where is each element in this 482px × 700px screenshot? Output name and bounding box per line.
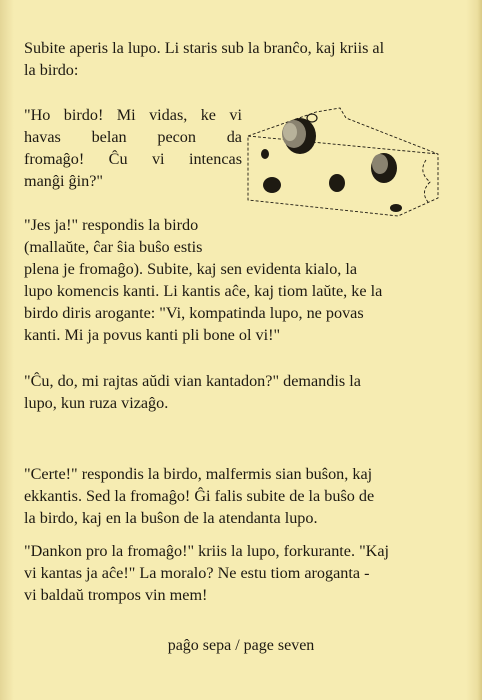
cheese-outline-icon	[248, 108, 438, 216]
cheese-hole-icon	[372, 154, 388, 174]
paragraph-3	[24, 214, 448, 346]
paragraph-4	[24, 370, 448, 414]
cheese-hole-icon	[282, 118, 316, 154]
text-line: lupo komencis kanti. Li kantis aĉe, kaj tiom laŭte, ke la	[24, 282, 383, 300]
text-line: manĝi ĝin?"	[24, 172, 103, 190]
text-line: "Dankon pro la fromaĝo!" kriis la lupo, forkurante. "Kaj	[24, 542, 390, 560]
paragraph-5	[24, 463, 448, 529]
text-line: ekkantis. Sed la fromaĝo! Ĝi falis subite de la buŝo de	[24, 487, 375, 505]
cheese-illustration	[242, 100, 448, 230]
text-line: la birdo, kaj en la buŝon de la atendanta lupo.	[24, 509, 318, 527]
text-line: lupo, kun ruza vizaĝo.	[24, 394, 169, 412]
paragraph-6	[24, 540, 448, 606]
text-line: "Jes ja!" respondis la birdo	[24, 216, 199, 234]
text-line: vi kantas ja aĉe!" La moralo? Ne estu tiom aroganta -	[24, 564, 370, 582]
cheese-hole-icon	[263, 177, 281, 193]
text-line: plena je fromaĝo). Subite, kaj sen evidenta kialo, la	[24, 260, 358, 278]
paragraph-1	[24, 37, 454, 81]
text-line: "Certe!" respondis la birdo, malfermis sian buŝon, kaj	[24, 465, 373, 483]
cheese-hole-icon	[307, 114, 317, 122]
page-left-edge	[0, 0, 14, 700]
text-line: Subite aperis la lupo. Li staris sub la branĉo, kaj kriis al	[24, 39, 385, 57]
text-line: (mallaŭte, ĉar ŝia buŝo estis	[24, 238, 203, 256]
text-line: vi baldaŭ trompos vin mem!	[24, 586, 208, 604]
cheese-hole-icon	[390, 204, 402, 212]
cheese-hole-icon	[329, 174, 345, 192]
text-line: fromaĝo! Ĉu vi intencas	[24, 150, 242, 168]
cheese-hole-icon	[261, 149, 269, 159]
page-number: paĝo sepa / page seven	[167, 637, 315, 654]
text-line: la birdo:	[24, 61, 79, 79]
text-line: "Ĉu, do, mi rajtas aŭdi vian kantadon?" demandis la	[24, 372, 361, 390]
text-line: kanti. Mi ja povus kanti pli bone ol vi!"	[24, 326, 281, 344]
text-line: havas belan pecon da	[24, 128, 242, 146]
page-right-edge	[466, 0, 482, 700]
text-line: "Ho birdo! Mi vidas, ke vi	[24, 106, 242, 124]
text-line: birdo diris arogante: "Vi, kompatinda lupo, ne povas	[24, 304, 364, 322]
paragraph-2	[24, 104, 242, 192]
